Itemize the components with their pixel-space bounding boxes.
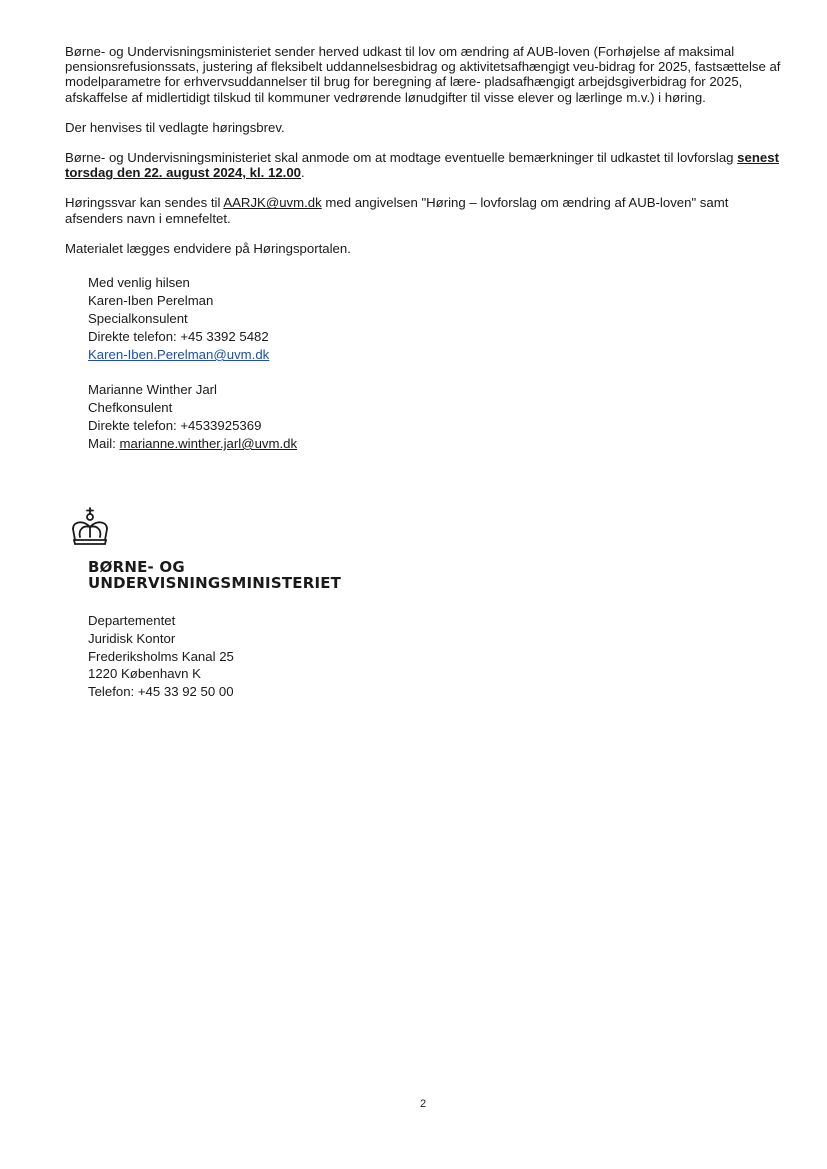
ministry-name-line2: UNDERVISNINGSMINISTERIET <box>88 574 342 592</box>
responses-text: Høringssvar kan sendes til <box>65 195 221 211</box>
responses-email-link[interactable]: AARJK@uvm.dk <box>223 195 322 211</box>
contact1-name: Karen-Iben Perelman <box>88 293 214 309</box>
address-street: Frederiksholms Kanal 25 <box>88 648 234 664</box>
ministry-logo <box>68 507 112 551</box>
signature-contact-2 <box>88 381 785 453</box>
signature-contact-1 <box>88 274 785 364</box>
crown-icon <box>68 507 112 551</box>
contact1-title: Specialkonsulent <box>88 311 188 327</box>
signature <box>88 274 785 453</box>
greeting: Med venlig hilsen <box>88 275 190 291</box>
contact1-email-link[interactable]: Karen-Iben.Perelman@uvm.dk <box>88 347 270 363</box>
address-city: 1220 København K <box>88 666 201 682</box>
ministry-name <box>88 559 341 591</box>
address-office: Juridisk Kontor <box>88 630 176 646</box>
portal-paragraph: Materialet lægges endvidere på Høringsportalen. <box>65 240 351 256</box>
intro-paragraph: Børne- og Undervisningsministeriet sender herved udkast til lov om ændring af AUB-loven (Forhøjelse af maksimal pensionsrefusionssats, justering af fleksibelt uddannelsesbidrag og aktivitetsafhængigt veu-bidrag for 2025, fastsættelse af modelparametre for erhvervsuddannelser til brug for beregning af lære- pladsafhængigt arbejdsgiverbidrag for 2025, afskaffelse af midlertidigt tilskud til kommuner vedrørende lønudgifter til visse elever og lærlinge m.v.) i høring. <box>65 44 781 105</box>
request-text: Børne- og Undervisningsministeriet skal anmode om at modtage eventuelle bemærkninger til udkastet til lovforslag <box>65 150 734 166</box>
responses-text-end: med angivelsen "Høring – lovforslag om ændring af AUB-loven" samt afsenders navn i emnefeltet. <box>65 195 729 226</box>
deadline-text: senest torsdag den 22. august 2024, kl. 12.00 <box>65 150 779 181</box>
contact2-phone: Direkte telefon: +4533925369 <box>88 418 262 434</box>
address-block <box>88 612 234 701</box>
address-phone: Telefon: +45 33 92 50 00 <box>88 684 234 700</box>
reference-paragraph: Der henvises til vedlagte høringsbrev. <box>65 119 285 135</box>
contact2-name: Marianne Winther Jarl <box>88 382 217 398</box>
contact2-title: Chefkonsulent <box>88 400 173 416</box>
address-department: Departementet <box>88 613 176 628</box>
request-end: . <box>301 165 305 181</box>
contact2-mail-label: Mail: <box>88 436 116 452</box>
page-number: 2 <box>420 1098 427 1110</box>
contact2-mail-line <box>88 435 785 453</box>
contact2-email-link[interactable]: marianne.winther.jarl@uvm.dk <box>119 436 298 452</box>
ministry-name-line1: BØRNE- OG <box>88 558 185 576</box>
request-paragraph <box>65 150 785 180</box>
responses-paragraph <box>65 195 785 225</box>
letter-body <box>65 44 785 470</box>
contact1-phone: Direkte telefon: +45 3392 5482 <box>88 329 269 345</box>
